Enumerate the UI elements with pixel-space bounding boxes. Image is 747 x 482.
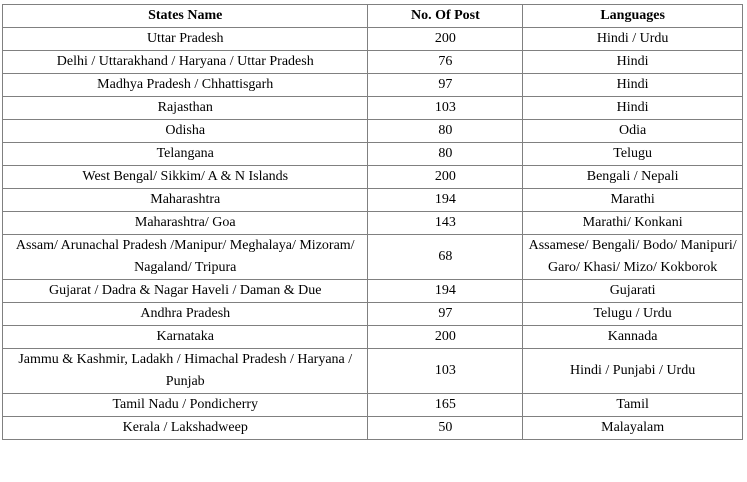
state-cell: Jammu & Kashmir, Ladakh / Himachal Pradesh / Haryana / Punjab bbox=[3, 349, 368, 394]
header-languages: Languages bbox=[523, 5, 743, 28]
table-row bbox=[3, 417, 743, 440]
table-row bbox=[3, 120, 743, 143]
table-row bbox=[3, 235, 743, 280]
table-row bbox=[3, 143, 743, 166]
table-row bbox=[3, 28, 743, 51]
state-cell: Rajasthan bbox=[3, 97, 368, 120]
languages-cell: Hindi / Punjabi / Urdu bbox=[523, 349, 743, 394]
table-row bbox=[3, 326, 743, 349]
languages-cell: Kannada bbox=[523, 326, 743, 349]
posts-cell: 200 bbox=[368, 28, 523, 51]
table-row bbox=[3, 189, 743, 212]
table-row bbox=[3, 97, 743, 120]
posts-cell: 165 bbox=[368, 394, 523, 417]
languages-cell: Gujarati bbox=[523, 280, 743, 303]
languages-cell: Hindi bbox=[523, 51, 743, 74]
languages-cell: Telugu / Urdu bbox=[523, 303, 743, 326]
posts-cell: 68 bbox=[368, 235, 523, 280]
posts-cell: 80 bbox=[368, 120, 523, 143]
state-cell: Kerala / Lakshadweep bbox=[3, 417, 368, 440]
posts-cell: 194 bbox=[368, 280, 523, 303]
languages-cell: Hindi bbox=[523, 97, 743, 120]
posts-cell: 97 bbox=[368, 303, 523, 326]
state-cell: Maharashtra bbox=[3, 189, 368, 212]
posts-cell: 97 bbox=[368, 74, 523, 97]
header-row bbox=[3, 5, 743, 28]
header-states-name: States Name bbox=[3, 5, 368, 28]
state-cell: Karnataka bbox=[3, 326, 368, 349]
table-row bbox=[3, 303, 743, 326]
state-cell: Tamil Nadu / Pondicherry bbox=[3, 394, 368, 417]
languages-cell: Malayalam bbox=[523, 417, 743, 440]
languages-cell: Assamese/ Bengali/ Bodo/ Manipuri/ Garo/ Khasi/ Mizo/ Kokborok bbox=[523, 235, 743, 280]
languages-cell: Hindi bbox=[523, 74, 743, 97]
table-row bbox=[3, 51, 743, 74]
header-no-of-post: No. Of Post bbox=[368, 5, 523, 28]
table-row bbox=[3, 280, 743, 303]
languages-cell: Marathi/ Konkani bbox=[523, 212, 743, 235]
languages-cell: Odia bbox=[523, 120, 743, 143]
posts-cell: 200 bbox=[368, 326, 523, 349]
state-cell: Maharashtra/ Goa bbox=[3, 212, 368, 235]
state-cell: Telangana bbox=[3, 143, 368, 166]
state-cell: Madhya Pradesh / Chhattisgarh bbox=[3, 74, 368, 97]
languages-cell: Hindi / Urdu bbox=[523, 28, 743, 51]
posts-cell: 194 bbox=[368, 189, 523, 212]
state-cell: Delhi / Uttarakhand / Haryana / Uttar Pradesh bbox=[3, 51, 368, 74]
table-row bbox=[3, 166, 743, 189]
table-row bbox=[3, 212, 743, 235]
state-cell: Odisha bbox=[3, 120, 368, 143]
state-cell: Uttar Pradesh bbox=[3, 28, 368, 51]
posts-cell: 200 bbox=[368, 166, 523, 189]
table-row bbox=[3, 394, 743, 417]
state-cell: West Bengal/ Sikkim/ A & N Islands bbox=[3, 166, 368, 189]
table-row bbox=[3, 349, 743, 394]
posts-cell: 103 bbox=[368, 97, 523, 120]
posts-cell: 76 bbox=[368, 51, 523, 74]
languages-cell: Marathi bbox=[523, 189, 743, 212]
state-cell: Assam/ Arunachal Pradesh /Manipur/ Meghalaya/ Mizoram/ Nagaland/ Tripura bbox=[3, 235, 368, 280]
posts-cell: 80 bbox=[368, 143, 523, 166]
posts-table bbox=[2, 4, 743, 440]
languages-cell: Telugu bbox=[523, 143, 743, 166]
languages-cell: Tamil bbox=[523, 394, 743, 417]
state-cell: Gujarat / Dadra & Nagar Haveli / Daman & Due bbox=[3, 280, 368, 303]
languages-cell: Bengali / Nepali bbox=[523, 166, 743, 189]
posts-cell: 103 bbox=[368, 349, 523, 394]
table-row bbox=[3, 74, 743, 97]
posts-cell: 143 bbox=[368, 212, 523, 235]
state-cell: Andhra Pradesh bbox=[3, 303, 368, 326]
posts-cell: 50 bbox=[368, 417, 523, 440]
